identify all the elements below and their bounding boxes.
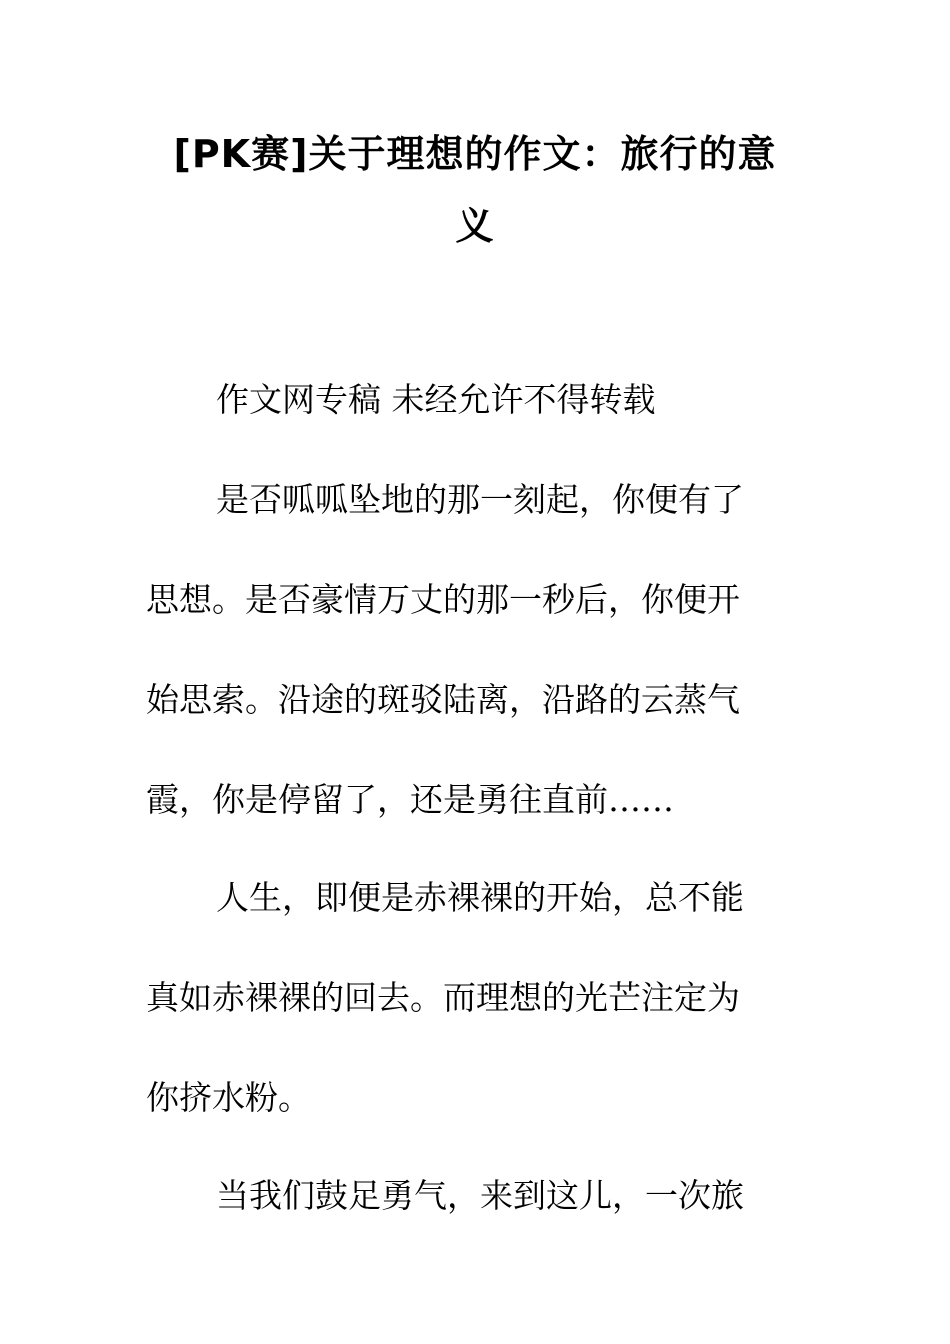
- paragraph-3-line-1: 当我们鼓足勇气，来到这儿，一次旅: [216, 1176, 744, 1215]
- paragraph-1-line-3: 始思索。沿途的斑驳陆离，沿路的云蒸气: [146, 680, 740, 719]
- title-line-1: [PK赛]关于理想的作文：旅行的意: [173, 132, 777, 176]
- paragraph-1-line-4: 霞，你是停留了，还是勇往直前……: [146, 780, 674, 819]
- paragraph-2-line-2: 真如赤裸裸的回去。而理想的光芒注定为: [146, 978, 740, 1017]
- paragraph-2-line-3: 你挤水粉。: [146, 1078, 311, 1117]
- title-line-2: 义: [455, 204, 495, 248]
- paragraph-2-line-1: 人生，即便是赤裸裸的开始，总不能: [216, 878, 744, 917]
- byline: 作文网专稿 未经允许不得转载: [216, 380, 656, 419]
- document-title: [130, 118, 820, 262]
- paragraph-1-line-1: 是否呱呱坠地的那一刻起，你便有了: [216, 480, 744, 519]
- paragraph-1-line-2: 思想。是否豪情万丈的那一秒后，你便开: [146, 580, 740, 619]
